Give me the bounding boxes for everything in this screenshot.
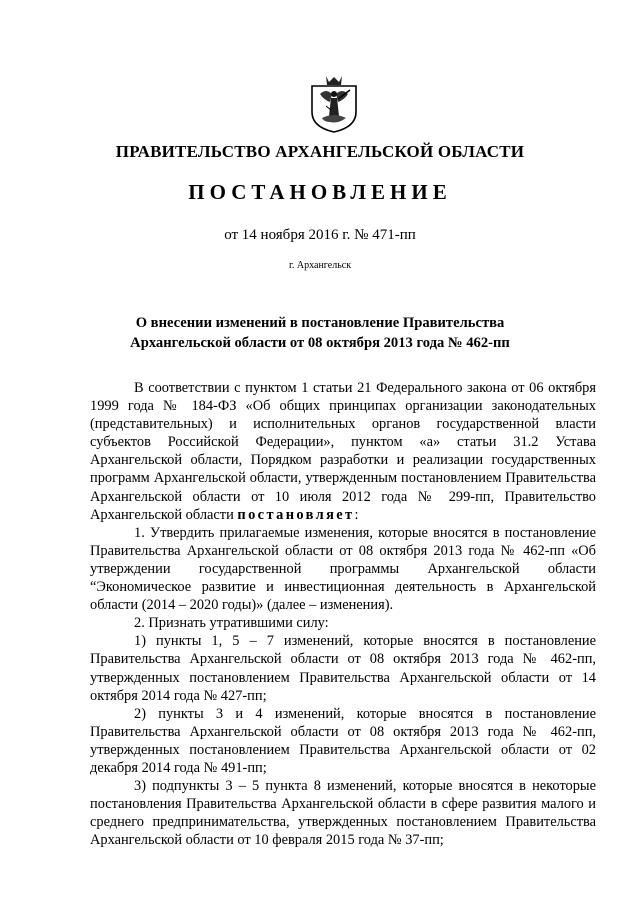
item-2-2-paragraph: 2) пункты 3 и 4 изменений, которые вносятся в постановление Правительства Архангельской области от 08 октября 2013 года № 462-пп, утвержденных постановлением Правительства Архангельской области от 02 декабря 2014 года № 491-пп; [90,705,596,776]
document-city: г. Архангельск [288,260,352,271]
decree-word: постановляет [237,506,355,523]
document-type-title: ПОСТАНОВЛЕНИЕ [188,180,452,204]
decree-colon: : [354,506,359,523]
document-subject [0,313,640,353]
item-2-1-paragraph: 1) пункты 1, 5 – 7 изменений, которые вносятся в постановление Правительства Архангельской области от 08 октября 2013 года № 462-пп, утвержденных постановлением Правительства Архангельской области от 14 октября 2014 года № 427-пп; [90,633,596,704]
document-date-number: от 14 ноября 2016 г. № 471-пп [224,227,416,243]
document-body [90,379,596,849]
item-2-3-paragraph: 3) подпункты 3 – 5 пункта 8 изменений, которые вносятся в некоторые постановления Правительства Архангельской области в сфере развития малого и среднего предпринимательства, утвержденных постановлением Правительства Архангельской области от 10 февраля 2015 года № 37-пп; [90,778,596,849]
preamble-text: В соответствии с пунктом 1 статьи 21 Федерального закона от 06 октября 1999 года № 184-ФЗ «Об общих принципах организации законодательных (представительных) и исполнительных органов государственной власти субъектов Российской Федерации», пунктом «а» статьи 31.2 Устава Архангельской области, Порядком разработки и реализации государственных программ Архангельской области, утвержденным постановлением Правительства Архангельской области от 10 июля 2012 года № 299-пп, Правительство Архангельской области [90,380,596,523]
item-2-paragraph: 2. Признать утратившими силу: [134,615,329,632]
coat-of-arms-icon [308,72,360,134]
subject-line-1: О внесении изменений в постановление Правительства [135,315,505,331]
organization-title: ПРАВИТЕЛЬСТВО АРХАНГЕЛЬСКОЙ ОБЛАСТИ [115,142,525,161]
preamble-paragraph [90,379,596,524]
item-1-paragraph: 1. Утвердить прилагаемые изменения, которые вносятся в постановление Правительства Архангельской области от 08 октября 2013 года № 462-пп «Об утверждении государственной программы Архангельской области “Экономическое развитие и инвестиционная деятельность в Архангельской области (2014 – 2020 годы)» (далее – изменения). [90,524,596,614]
subject-line-2: Архангельской области от 08 октября 2013 года № 462-пп [130,335,510,351]
